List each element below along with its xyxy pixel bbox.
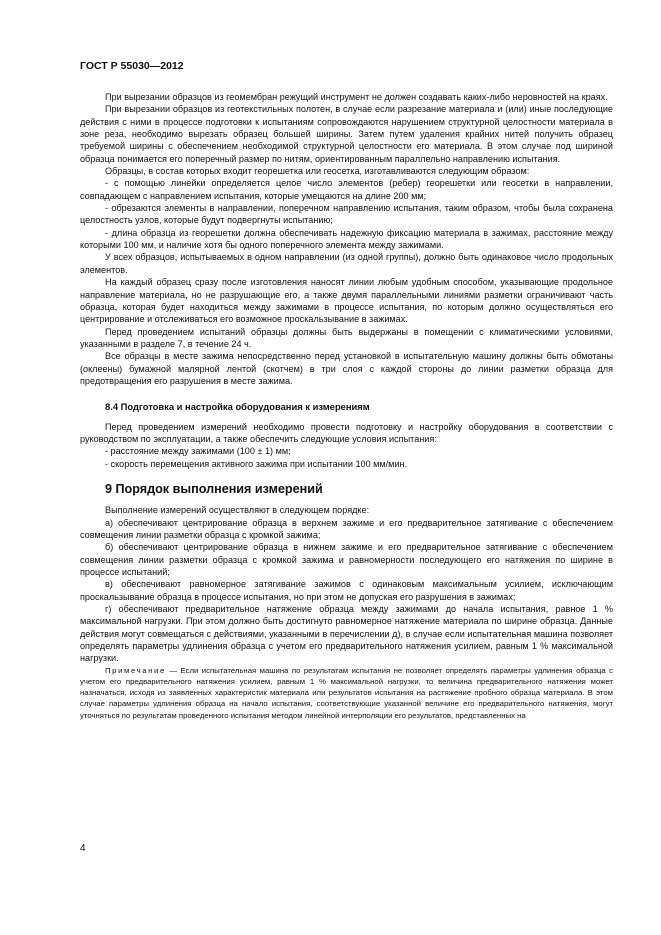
paragraph: При вырезании образцов из геотекстильных полотен, в случае если разрезание материала и (или) иные последующие действия с ними в процессе подготовки к испытаниям сопровождаются нарушением структурной целостности материала в зоне реза, необходимо вырезать образец большей ширины. Затем путем удаления крайних нитей получить образец требуемой ширины с обеспечением необходимой структурной целостности его материала. В этом случае под шириной образца понимается его поперечный размер по нитям, ориентированным параллельно направлению испытания. bbox=[80, 104, 613, 164]
section-heading-9: 9 Порядок выполнения измерений bbox=[105, 481, 323, 496]
paragraph: Образцы, в состав которых входит георешетка или геосетка, изготавливаются следующим образом: bbox=[105, 166, 530, 177]
list-item: а) обеспечивают центрирование образца в верхнем зажиме и его предварительное затягивание с обеспечением совмещения линии разметки образца с кромкой зажима; bbox=[80, 517, 613, 540]
paragraph: Перед проведением испытаний образцы должны быть выдержаны в помещении с климатическими условиями, указанными в разделе 7, в течение 24 ч. bbox=[80, 326, 613, 349]
section-heading-8-4: 8.4 Подготовка и настройка оборудования к измерениям bbox=[105, 401, 370, 413]
list-item: - обрезаются элементы в направлении, поперечном направлению испытания, таким образом, чтобы была сохранена целостность узлов, которые будут подвергнуты испытанию; bbox=[80, 203, 613, 226]
list-item: б) обеспечивают центрирование образца в нижнем зажиме и его предварительное затягивание с обеспечением совмещения линии разметки образца с кромкой зажима и равномерности последующего его натяжения по ширине в процессе испытаний; bbox=[80, 542, 613, 578]
list-item: в) обеспечивают равномерное затягивание зажимов с одинаковым максимальным усилием, исключающим проскальзывание образца в процессе испытания, но при этом не допуская его разрушения в зажимах; bbox=[80, 579, 613, 602]
list-item: - расстояние между зажимами (100 ± 1) мм; bbox=[105, 446, 291, 457]
note-label: Примечание bbox=[105, 665, 166, 675]
paragraph: У всех образцов, испытываемых в одном направлении (из одной группы), должно быть одинаковое число продольных элементов. bbox=[80, 252, 613, 275]
paragraph: Перед проведением измерений необходимо провести подготовку и настройку оборудования в соответствии с руководством по эксплуатации, а также обеспечить следующие условия испытания: bbox=[80, 421, 613, 444]
list-item: - скорость перемещения активного зажима при испытании 100 мм/мин. bbox=[105, 458, 408, 469]
list-item: - длина образца из георешетки должна обеспечивать надежную фиксацию материала в зажимах, расстояние между которыми 100 мм, и наличие хотя бы одного поперечного элемента между зажимами. bbox=[80, 227, 613, 251]
document-header: ГОСТ Р 55030—2012 bbox=[80, 60, 184, 72]
document-body bbox=[80, 91, 613, 721]
paragraph: Выполнение измерений осуществляют в следующем порядке: bbox=[105, 505, 370, 516]
paragraph: При вырезании образцов из геомембран режущий инструмент не должен создавать каких-либо неровностей на краях. bbox=[105, 92, 608, 102]
list-item: г) обеспечивают предварительное натяжение образца между зажимами до начала испытания, равное 1 % максимальной нагрузки. При этом должно быть достигнуто равномерное натяжение материала по ширине образца. Данные действия могут совмещаться с действиями, указанными в перечислении д), в случае если испытательная машина позволяет определять параметры удлинения образца с учетом его предварительного натяжения усилием, равным 1 % максимальной нагрузки. bbox=[80, 604, 613, 664]
page-number: 4 bbox=[80, 843, 86, 854]
note bbox=[80, 665, 613, 721]
note-text: — Если испытательная машина по результатам испытания не позволяет определять параметры удлинения образца с учетом его предварительного натяжения усилием, равным 1 % максимальной нагрузки, то величина предварительного натяжения может назначаться, исходя из заявленных характеристик материала или результатов испытания на растяжение пробного образца материала. В этом случае параметры удлинения образца на начало испытания, соответствующие указанной величине его предварительного натяжения, могут уточняться по результатам проведенного испытания методом линейной интерполяции его результатов, представленных на bbox=[80, 665, 613, 720]
paragraph: На каждый образец сразу после изготовления наносят линии любым удобным способом, указывающие продольное направление материала, но не разрушающие его, а также двумя параллельными линиями разметки ограничивают часть образца, которая будет находиться между зажимами в процессе испытания, по которым должно осуществляться его центрирование и отслеживаться его возможное проскальзывание в зажимах. bbox=[80, 277, 613, 325]
list-item: - с помощью линейки определяется целое число элементов (ребер) георешетки или геосетки в направлении, совпадающем с направлением испытания, которые умещаются на длине 200 мм; bbox=[80, 178, 613, 201]
paragraph: Все образцы в месте зажима непосредственно перед установкой в испытательную машину должны быть обмотаны (оклеены) бумажной малярной лентой (скотчем) в три слоя с каждой стороны до линии разметки образца для предотвращения его разрушения в месте зажима. bbox=[80, 351, 613, 386]
